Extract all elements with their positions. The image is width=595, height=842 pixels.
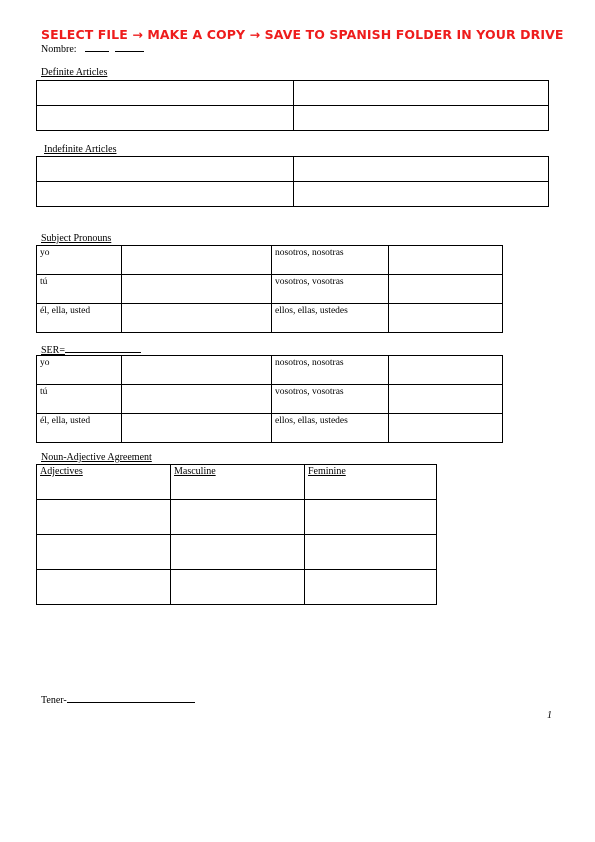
table-cell[interactable] — [305, 500, 437, 535]
table-cell[interactable] — [37, 81, 294, 106]
table-row — [37, 157, 549, 182]
pronoun-plural-cell: ellos, ellas, ustedes — [272, 304, 389, 333]
table-row — [37, 106, 549, 131]
table-cell[interactable] — [305, 535, 437, 570]
answer-cell[interactable] — [122, 304, 272, 333]
pronoun-plural-cell: vosotros, vosotras — [272, 385, 389, 414]
answer-cell[interactable] — [389, 246, 503, 275]
table-row — [37, 500, 437, 535]
table-cell[interactable] — [305, 570, 437, 605]
table-cell[interactable] — [37, 535, 171, 570]
tener-blank[interactable] — [67, 692, 195, 703]
table-cell[interactable] — [171, 570, 305, 605]
pronoun-plural-cell: ellos, ellas, ustedes — [272, 414, 389, 443]
header-masculine: Masculine — [171, 465, 305, 500]
pronoun-plural-cell: vosotros, vosotras — [272, 275, 389, 304]
table-row — [37, 81, 549, 106]
tener-label-text: Tener- — [41, 695, 67, 706]
pronoun-singular-cell: tú — [37, 385, 122, 414]
answer-cell[interactable] — [122, 414, 272, 443]
table-cell[interactable] — [294, 157, 549, 182]
indefinite-articles-label: Indefinite Articles — [44, 144, 117, 155]
nombre-label: Nombre: — [41, 44, 77, 55]
definite-articles-label: Definite Articles — [41, 67, 108, 78]
answer-cell[interactable] — [122, 246, 272, 275]
pronoun-singular-cell: él, ella, usted — [37, 414, 122, 443]
table-cell[interactable] — [171, 535, 305, 570]
table-row — [37, 535, 437, 570]
table-row — [37, 414, 503, 443]
nombre-blank-1[interactable] — [85, 41, 109, 52]
table-header-row — [37, 465, 437, 500]
table-cell[interactable] — [37, 500, 171, 535]
table-cell[interactable] — [294, 182, 549, 207]
answer-cell[interactable] — [389, 275, 503, 304]
noun-adjective-table — [36, 464, 437, 605]
pronoun-singular-cell: tú — [37, 275, 122, 304]
table-cell[interactable] — [37, 106, 294, 131]
table-row — [37, 304, 503, 333]
table-row — [37, 246, 503, 275]
table-cell[interactable] — [37, 157, 294, 182]
nombre-blank-2[interactable] — [115, 41, 144, 52]
header-feminine: Feminine — [305, 465, 437, 500]
subject-pronouns-label: Subject Pronouns — [41, 233, 112, 244]
pronoun-singular-cell: yo — [37, 246, 122, 275]
nombre-line — [41, 41, 144, 55]
ser-blank[interactable] — [65, 342, 141, 353]
answer-cell[interactable] — [389, 414, 503, 443]
table-cell[interactable] — [37, 570, 171, 605]
header-adjectives: Adjectives — [37, 465, 171, 500]
answer-cell[interactable] — [122, 356, 272, 385]
table-row — [37, 385, 503, 414]
noun-adjective-label: Noun-Adjective Agreement — [41, 452, 152, 463]
instructions-header: SELECT FILE → MAKE A COPY → SAVE TO SPANISH FOLDER IN YOUR DRIVE — [41, 27, 564, 42]
pronoun-plural-cell: nosotros, nosotras — [272, 246, 389, 275]
tener-label — [41, 692, 195, 706]
ser-label-text: SER= — [41, 345, 65, 356]
answer-cell[interactable] — [389, 304, 503, 333]
table-row — [37, 182, 549, 207]
table-row — [37, 570, 437, 605]
pronoun-plural-cell: nosotros, nosotras — [272, 356, 389, 385]
answer-cell[interactable] — [389, 385, 503, 414]
answer-cell[interactable] — [389, 356, 503, 385]
definite-articles-table — [36, 80, 549, 131]
table-row — [37, 275, 503, 304]
ser-table — [36, 355, 503, 443]
pronoun-singular-cell: yo — [37, 356, 122, 385]
pronoun-singular-cell: él, ella, usted — [37, 304, 122, 333]
table-row — [37, 356, 503, 385]
indefinite-articles-table — [36, 156, 549, 207]
table-cell[interactable] — [294, 81, 549, 106]
table-cell[interactable] — [37, 182, 294, 207]
subject-pronouns-table — [36, 245, 503, 333]
table-cell[interactable] — [294, 106, 549, 131]
answer-cell[interactable] — [122, 275, 272, 304]
table-cell[interactable] — [171, 500, 305, 535]
page-number: 1 — [547, 710, 552, 721]
ser-label — [41, 342, 141, 356]
answer-cell[interactable] — [122, 385, 272, 414]
